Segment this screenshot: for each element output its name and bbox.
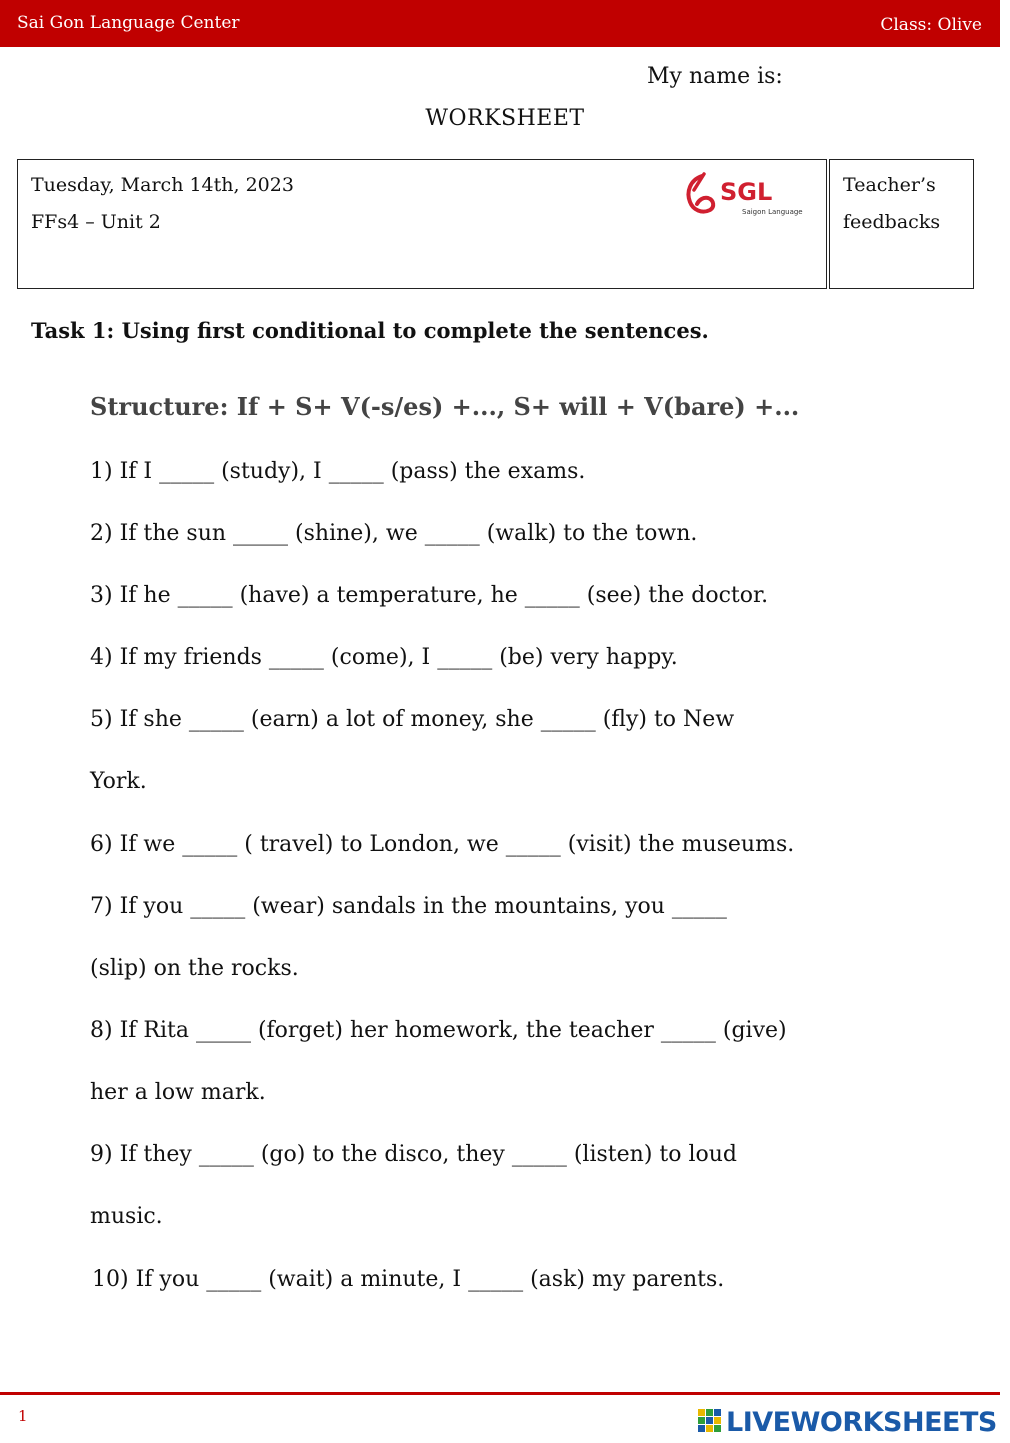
question-7-continued: (slip) on the rocks. bbox=[90, 956, 299, 981]
question-8[interactable]: 8) If Rita _____ (forget) her homework, the teacher _____ (give) bbox=[90, 1018, 787, 1043]
question-9-continued: music. bbox=[90, 1204, 163, 1229]
class-label: Class: Olive bbox=[880, 15, 982, 35]
liveworksheets-logo bbox=[697, 1407, 997, 1438]
unit-text: FFs4 – Unit 2 bbox=[31, 211, 161, 233]
question-4[interactable]: 4) If my friends _____ (come), I _____ (be) very happy. bbox=[90, 645, 678, 670]
question-8-continued: her a low mark. bbox=[90, 1080, 266, 1105]
liveworksheets-icon bbox=[697, 1407, 723, 1435]
question-1[interactable]: 1) If I _____ (study), I _____ (pass) the exams. bbox=[90, 459, 586, 484]
logo-subtext: Saigon Language bbox=[742, 208, 803, 216]
brand-name: LIVEWORKSHEETS bbox=[726, 1407, 997, 1438]
question-5[interactable]: 5) If she _____ (earn) a lot of money, she _____ (fly) to New bbox=[90, 707, 735, 732]
question-5-continued: York. bbox=[90, 769, 147, 794]
task-heading: Task 1: Using first conditional to complete the sentences. bbox=[31, 318, 709, 343]
question-3[interactable]: 3) If he _____ (have) a temperature, he _____ (see) the doctor. bbox=[90, 583, 769, 608]
page-number: 1 bbox=[18, 1407, 28, 1425]
date-text: Tuesday, March 14th, 2023 bbox=[31, 174, 294, 196]
feedback-box bbox=[829, 159, 974, 289]
question-7[interactable]: 7) If you _____ (wear) sandals in the mountains, you _____ bbox=[90, 894, 727, 919]
question-9[interactable]: 9) If they _____ (go) to the disco, they _____ (listen) to loud bbox=[90, 1142, 738, 1167]
footer-divider bbox=[0, 1392, 1000, 1395]
feedback-line-2: feedbacks bbox=[843, 211, 941, 233]
structure-formula: Structure: If + S+ V(-s/es) +..., S+ will + V(bare) +... bbox=[90, 392, 800, 421]
page-title: WORKSHEET bbox=[425, 106, 585, 131]
sgl-logo bbox=[684, 170, 803, 220]
logo-text: SGL bbox=[720, 178, 773, 206]
question-2[interactable]: 2) If the sun _____ (shine), we _____ (walk) to the town. bbox=[90, 521, 698, 546]
top-banner bbox=[0, 0, 1000, 47]
name-label: My name is: bbox=[647, 64, 783, 89]
question-6[interactable]: 6) If we _____ ( travel) to London, we _____ (visit) the museums. bbox=[90, 832, 795, 857]
feedback-line-1: Teacher’s bbox=[843, 174, 936, 196]
info-box bbox=[17, 159, 827, 289]
center-name: Sai Gon Language Center bbox=[17, 13, 240, 33]
question-10[interactable]: 10) If you _____ (wait) a minute, I _____ (ask) my parents. bbox=[92, 1267, 725, 1292]
